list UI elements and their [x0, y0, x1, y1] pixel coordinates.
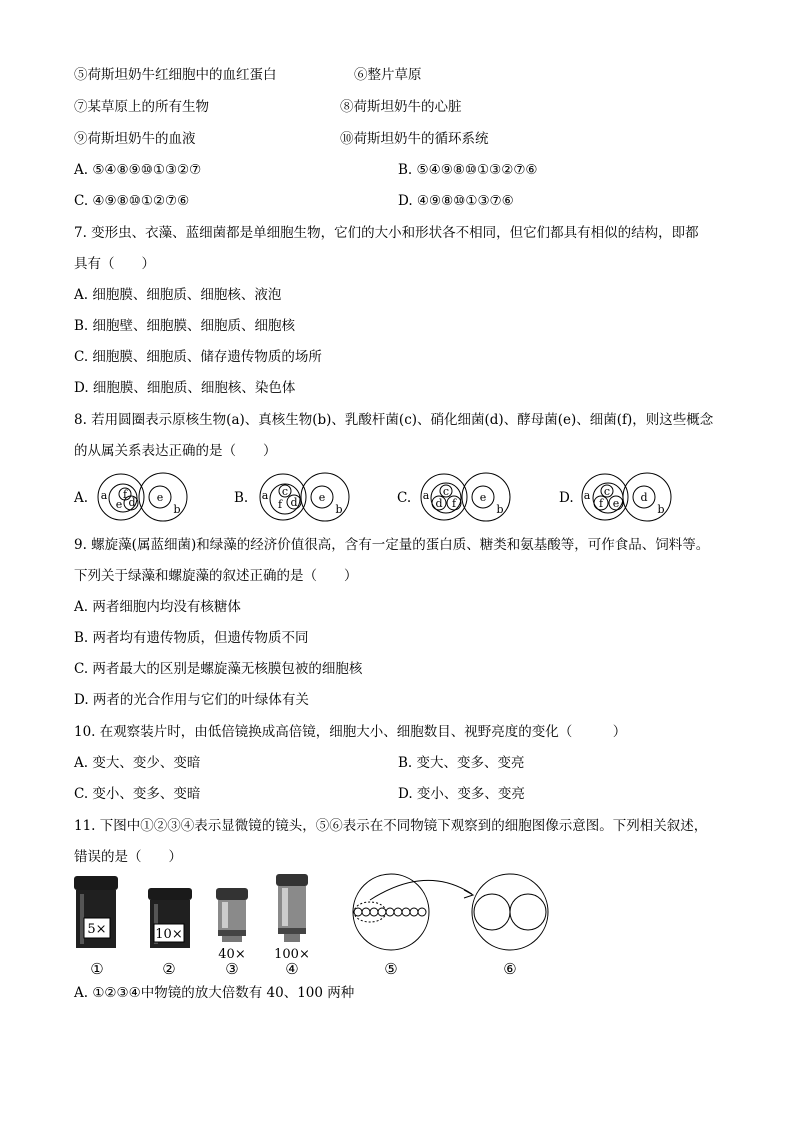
venn-d-label-a: a	[583, 489, 591, 502]
eyepiece-5x-icon	[74, 876, 118, 948]
venn-a-label-f: f	[122, 488, 128, 501]
venn-diagram-c	[419, 471, 519, 523]
lens-1-magnification: 5×	[87, 922, 107, 937]
lens-4-magnification: 100×	[274, 947, 310, 962]
venn-c-label-a: a	[422, 489, 430, 502]
figure-label-5: ⑤	[384, 960, 398, 978]
q11-stem-line1: 11. 下图中①②③④表示显微镜的镜头，⑤⑥表示在不同物镜下观察到的细胞图像示意图。下列相关叙述，	[74, 818, 708, 834]
objective-100x-icon	[276, 874, 308, 942]
q9-option-d: D. 两者的光合作用与它们的叶绿体有关	[74, 692, 309, 708]
q11-stem-line2: 错误的是（ ）	[74, 849, 182, 865]
q10-option-b: B. 变大、变多、变亮	[398, 755, 525, 771]
venn-c-label-e: e	[479, 491, 487, 504]
q10-option-d: D. 变小、变多、变亮	[398, 786, 525, 802]
objective-40x-icon	[216, 888, 248, 942]
q7-stem-line1: 7. 变形虫、衣藻、蓝细菌都是单细胞生物，它们的大小和形状各不相同，但它们都具有相似的结构，即都	[74, 225, 699, 241]
q6-item-7: ⑦某草原上的所有生物	[74, 99, 209, 115]
venn-b-label-c: c	[281, 485, 289, 498]
q10-stem: 10. 在观察装片时，由低倍镜换成高倍镜，细胞大小、细胞数目、视野亮度的变化（ ）	[74, 724, 627, 740]
venn-b-label-e: e	[318, 491, 326, 504]
q8-option-b-label: B.	[234, 490, 249, 506]
venn-a-label-e: e	[115, 498, 123, 511]
q9-option-b: B. 两者均有遗传物质，但遗传物质不同	[74, 630, 309, 646]
eyepiece-10x-icon	[148, 888, 192, 948]
q11-option-a: A. ①②③④中物镜的放大倍数有 40、100 两种	[74, 985, 355, 1001]
venn-b-label-a: a	[261, 489, 269, 502]
field-of-view-5	[353, 874, 473, 950]
q6-item-10: ⑩荷斯坦奶牛的循环系统	[340, 131, 489, 147]
lens-2-magnification: 10×	[155, 927, 183, 942]
q10-option-c: C. 变小、变多、变暗	[74, 786, 201, 802]
q6-option-a: A. ⑤④⑧⑨⑩①③②⑦	[74, 162, 202, 178]
field-of-view-6	[472, 874, 548, 950]
q6-item-5: ⑤荷斯坦奶牛红细胞中的血红蛋白	[74, 67, 277, 83]
q6-option-c: C. ④⑨⑧⑩①②⑦⑥	[74, 193, 190, 209]
q9-option-c: C. 两者最大的区别是螺旋藻无核膜包被的细胞核	[74, 661, 363, 677]
q6-item-9: ⑨荷斯坦奶牛的血液	[74, 131, 196, 147]
q7-option-d: D. 细胞膜、细胞质、细胞核、染色体	[74, 380, 296, 396]
venn-diagram-d	[580, 471, 680, 523]
venn-b-label-f: f	[277, 498, 283, 511]
q8-option-d-label: D.	[559, 490, 574, 506]
venn-a-label-d: d	[128, 496, 136, 509]
venn-d-label-d: d	[640, 491, 648, 504]
venn-c-label-c: c	[442, 485, 450, 498]
q9-stem-line2: 下列关于绿藻和螺旋藻的叙述正确的是（ ）	[74, 568, 358, 584]
venn-b-label-b: b	[335, 503, 343, 516]
venn-c-label-d: d	[435, 497, 443, 510]
q9-stem-line1: 9. 螺旋藻(属蓝细菌)和绿藻的经济价值很高，含有一定量的蛋白质、糖类和氨基酸等，可作食品、饲料等。	[74, 537, 710, 553]
q6-option-b: B. ⑤④⑨⑧⑩①③②⑦⑥	[398, 162, 538, 178]
venn-diagram-a	[96, 471, 196, 523]
q9-option-a: A. 两者细胞内均没有核糖体	[74, 599, 241, 615]
q6-item-8: ⑧荷斯坦奶牛的心脏	[340, 99, 462, 115]
venn-a-label-e2: e	[156, 491, 164, 504]
venn-a-label-b: b	[173, 503, 181, 516]
q7-option-a: A. 细胞膜、细胞质、细胞核、液泡	[74, 287, 282, 303]
lens-3-magnification: 40×	[218, 947, 246, 962]
q7-option-c: C. 细胞膜、细胞质、储存遗传物质的场所	[74, 349, 322, 365]
q7-stem-line2: 具有（ ）	[74, 256, 155, 272]
venn-d-label-b: b	[657, 503, 665, 516]
venn-a-label-a: a	[100, 489, 108, 502]
figure-label-2: ②	[162, 960, 176, 978]
q8-option-a-label: A.	[74, 490, 89, 506]
venn-c-label-f: f	[451, 497, 457, 510]
venn-b-label-d: d	[290, 496, 298, 509]
q7-option-b: B. 细胞壁、细胞膜、细胞质、细胞核	[74, 318, 296, 334]
q8-stem-line1: 8. 若用圆圈表示原核生物(a)、真核生物(b)、乳酸杆菌(c)、硝化细菌(d)、酵母菌(e)、细菌(f)，则这些概念	[74, 412, 714, 428]
q10-option-a: A. 变大、变少、变暗	[74, 755, 201, 771]
figure-label-3: ③	[225, 960, 239, 978]
venn-d-label-c: c	[603, 485, 611, 498]
q8-option-c-label: C.	[397, 490, 412, 506]
figure-label-4: ④	[285, 960, 299, 978]
venn-diagram-b	[256, 471, 356, 523]
microscope-lens-figure	[66, 870, 566, 980]
q6-option-d: D. ④⑨⑧⑩①③⑦⑥	[398, 193, 514, 209]
figure-label-1: ①	[90, 960, 104, 978]
figure-label-6: ⑥	[503, 960, 517, 978]
venn-d-label-f: f	[598, 497, 604, 510]
q8-stem-line2: 的从属关系表达正确的是（ ）	[74, 443, 277, 459]
venn-c-label-b: b	[496, 503, 504, 516]
q6-item-6: ⑥整片草原	[354, 67, 422, 83]
venn-d-label-e: e	[612, 497, 620, 510]
